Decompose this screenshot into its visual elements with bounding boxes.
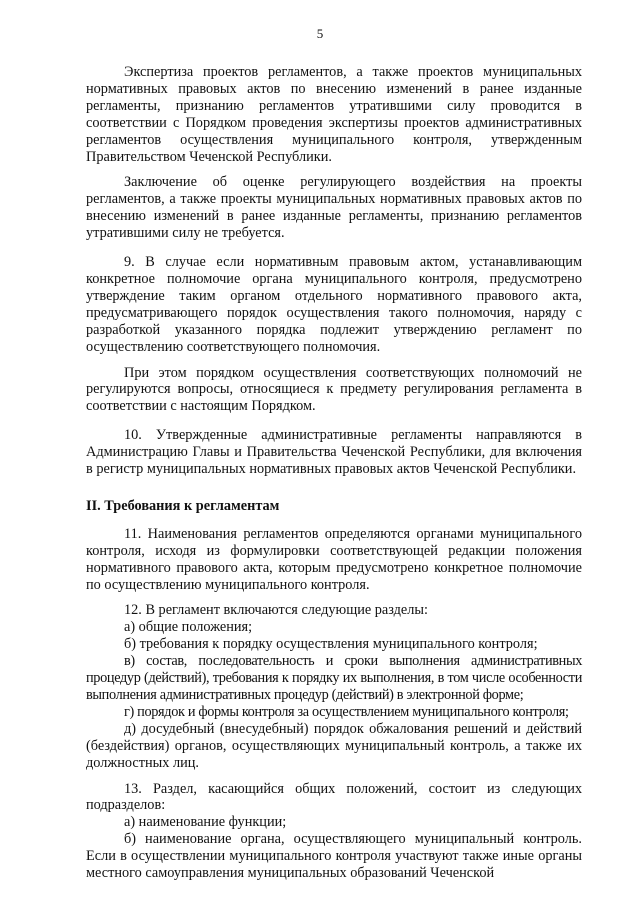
paragraph-impact-assessment: Заключение об оценке регулирующего воздействия на проекты регламентов, а также проекты муниципальных нормативных правовых актов по внесению изменений в ранее изданные регламенты, признанию регламентов утратившими силу не требуется. (86, 174, 582, 242)
paragraph-expertise: Экспертиза проектов регламентов, а также проектов муниципальных нормативных правовых актов по внесению изменений в ранее изданные регламенты, признанию регламентов утратившими силу проводится в соответствии с Порядком проведения экспертизы проектов административных регламентов осуществления муниципального контроля, утвержденным Правительством Чеченской Республики. (86, 64, 582, 165)
document-body (86, 64, 582, 882)
list-item: а) общие положения; (124, 619, 253, 636)
list-item: б) наименование органа, осуществляющего муниципальный контроль. Если в осуществлении муниципального контроля участвуют также иные органы местного самоуправления муниципальных образований Чеченской (86, 831, 582, 882)
paragraph-regulation-scope: При этом порядком осуществления соответствующих полномочий не регулируются вопросы, относящиеся к предмету регулирования регламента в соответствии с настоящим Порядком. (86, 364, 582, 415)
paragraph-item-11: 11. Наименования регламентов определяются органами муниципального контроля, исходя из формулировки соответствующей редакции положения нормативного правового акта, которым предусмотрено конкретное полномочие по осуществлению муниципального контроля. (86, 525, 582, 593)
list-item: а) наименование функции; (124, 814, 287, 831)
paragraph-item-12-intro: 12. В регламент включаются следующие разделы: (124, 602, 428, 619)
paragraph-item-13-intro: 13. Раздел, касающийся общих положений, состоит из следующих подразделов: (86, 780, 582, 814)
section-heading: II. Требования к регламентам (86, 497, 280, 514)
list-item: д) досудебный (внесудебный) порядок обжалования решений и действий (бездействия) органов, осуществляющих муниципальный контроль, а также их должностных лиц. (86, 720, 582, 771)
list-item: в) состав, последовательность и сроки выполнения административных процедур (действий), требования к порядку их выполнения, в том числе особенности выполнения административных процедур (действий) в электронной форме; (86, 653, 582, 703)
paragraph-item-10: 10. Утвержденные административные регламенты направляются в Администрацию Главы и Правительства Чеченской Республики, для включения в регистр муниципальных нормативных правовых актов Чеченской Республики. (86, 427, 582, 478)
page-number: 5 (316, 26, 324, 41)
list-item: г) порядок и формы контроля за осуществлением муниципального контроля; (124, 703, 569, 720)
list-item: б) требования к порядку осуществления муниципального контроля; (124, 636, 538, 653)
paragraph-item-9: 9. В случае если нормативным правовым актом, устанавливающим конкретное полномочие органа муниципального контроля, предусмотрено утверждение таким органом отдельного нормативного правового акта, предусматривающего порядок осуществления такого полномочия, наряду с разработкой указанного порядка подлежит утверждению регламент по осуществлению соответствующего полномочия. (86, 254, 582, 355)
